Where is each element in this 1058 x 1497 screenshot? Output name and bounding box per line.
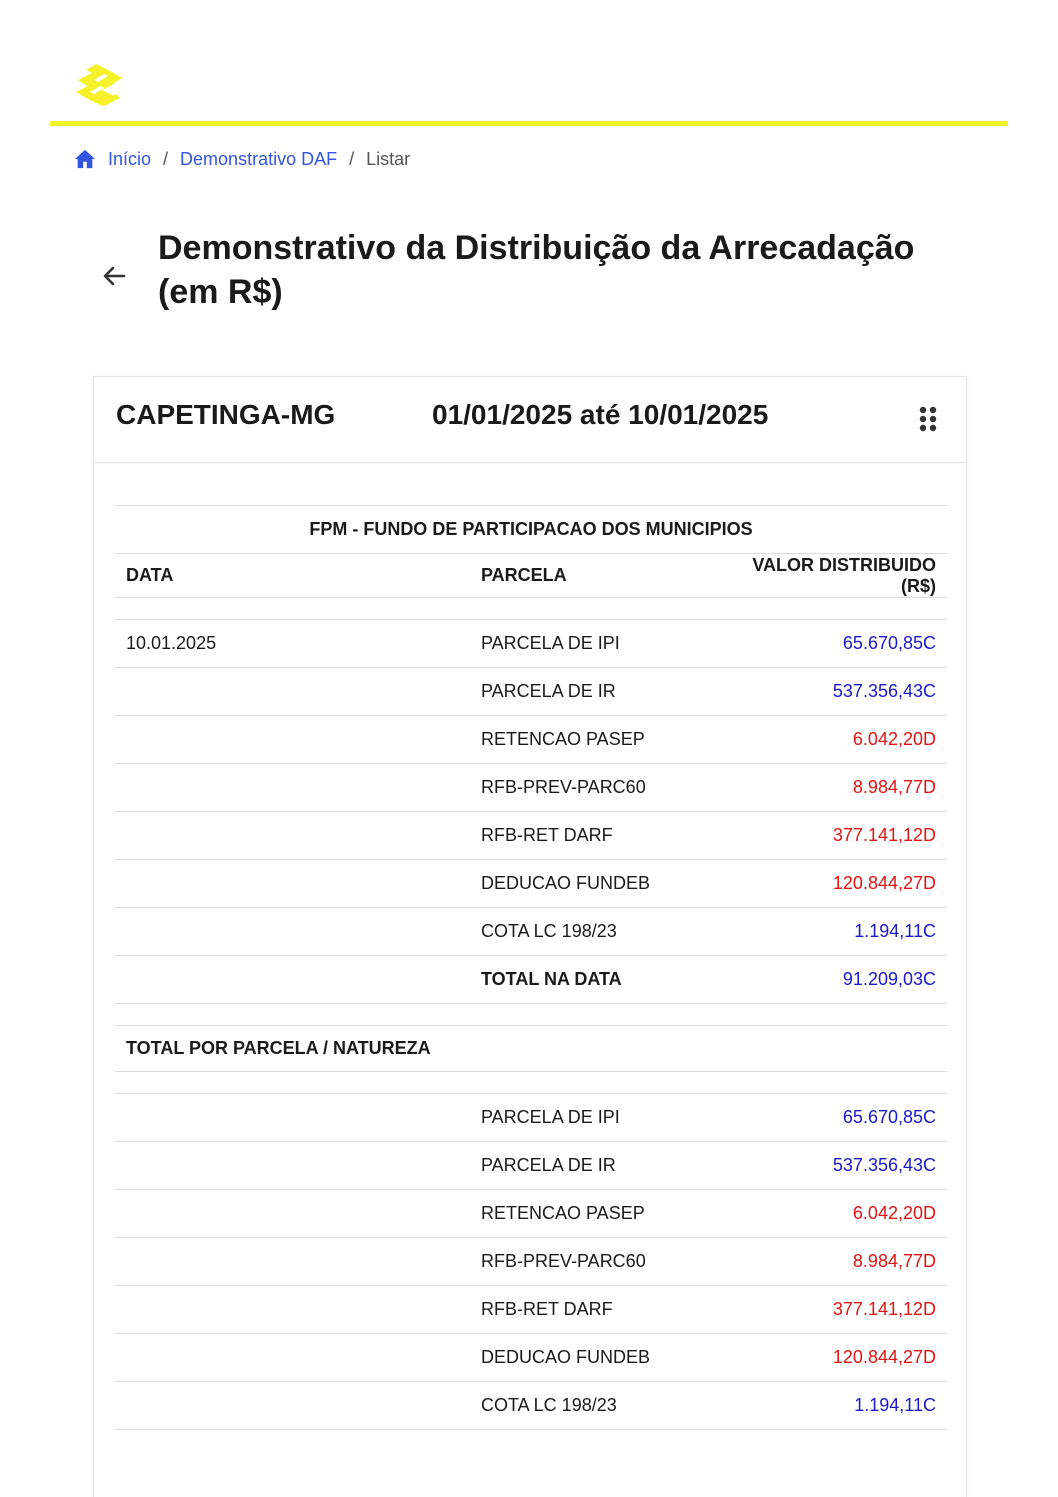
row-valor: 377.141,12D — [712, 1286, 947, 1334]
row-data — [115, 1286, 470, 1334]
card-city: CAPETINGA-MG — [116, 399, 336, 430]
row-valor: 8.984,77D — [712, 764, 947, 812]
table-spacer — [115, 1004, 947, 1026]
row-data — [115, 716, 470, 764]
table-row — [115, 716, 947, 764]
row-data — [115, 668, 470, 716]
breadcrumb-section-link[interactable]: Demonstrativo DAF — [180, 148, 338, 169]
page-title-line1: Demonstrativo da Distribuição da Arrecadação — [158, 229, 915, 267]
column-header-data: DATA — [115, 554, 470, 598]
row-parcela: DEDUCAO FUNDEB — [470, 860, 712, 908]
row-valor: 6.042,20D — [712, 1190, 947, 1238]
row-valor: 377.141,12D — [712, 812, 947, 860]
card-header — [94, 377, 966, 463]
row-data — [115, 1190, 470, 1238]
row-parcela: RFB-PREV-PARC60 — [470, 1238, 712, 1286]
row-data — [115, 908, 470, 956]
row-data — [115, 1094, 470, 1142]
row-valor: 1.194,11C — [712, 908, 947, 956]
row-valor: 537.356,43C — [712, 1142, 947, 1190]
column-header-valor: VALOR DISTRIBUIDO (R$) — [712, 554, 947, 598]
row-valor: 120.844,27D — [712, 860, 947, 908]
page-title — [158, 226, 978, 314]
table-spacer — [115, 1072, 947, 1094]
row-parcela: DEDUCAO FUNDEB — [470, 1334, 712, 1382]
row-data — [115, 1334, 470, 1382]
totals-header — [115, 1026, 947, 1072]
row-parcela: PARCELA DE IPI — [470, 1094, 712, 1142]
row-parcela: RETENCAO PASEP — [470, 1190, 712, 1238]
table-row — [115, 668, 947, 716]
totals-row — [115, 1238, 947, 1286]
row-parcela: COTA LC 198/23 — [470, 908, 712, 956]
table-spacer — [115, 598, 947, 620]
page-title-line2: (em R$) — [158, 273, 283, 311]
breadcrumb — [74, 146, 410, 172]
totals-row — [115, 1382, 947, 1430]
row-data: 10.01.2025 — [115, 620, 470, 668]
row-data — [115, 764, 470, 812]
row-parcela: RFB-RET DARF — [470, 1286, 712, 1334]
row-valor: 6.042,20D — [712, 716, 947, 764]
table-row — [115, 620, 947, 668]
table-row — [115, 860, 947, 908]
breadcrumb-home-link[interactable]: Início — [108, 148, 152, 169]
breadcrumb-separator: / — [163, 148, 169, 169]
row-data — [115, 1238, 470, 1286]
row-parcela: PARCELA DE IR — [470, 1142, 712, 1190]
top-header — [50, 50, 1008, 126]
totals-row — [115, 1094, 947, 1142]
totals-row — [115, 1190, 947, 1238]
report-card — [93, 376, 967, 1497]
distribution-table — [115, 505, 947, 1430]
row-parcela: PARCELA DE IPI — [470, 620, 712, 668]
bb-logo-icon[interactable] — [74, 62, 124, 112]
row-valor: 65.670,85C — [712, 1094, 947, 1142]
row-parcela: RFB-PREV-PARC60 — [470, 764, 712, 812]
section-title: FPM - FUNDO DE PARTICIPACAO DOS MUNICIPIOS — [115, 506, 947, 554]
home-icon[interactable] — [74, 148, 96, 170]
table-row — [115, 908, 947, 956]
totals-title: TOTAL POR PARCELA / NATUREZA — [115, 1026, 947, 1072]
table-section-header — [115, 506, 947, 554]
table-row — [115, 764, 947, 812]
row-valor: 91.209,03C — [712, 956, 947, 1004]
back-arrow-icon[interactable] — [100, 262, 128, 290]
row-data — [115, 1382, 470, 1430]
row-parcela: COTA LC 198/23 — [470, 1382, 712, 1430]
row-valor: 537.356,43C — [712, 668, 947, 716]
breadcrumb-separator: / — [349, 148, 355, 169]
totals-row — [115, 1286, 947, 1334]
row-parcela: PARCELA DE IR — [470, 668, 712, 716]
row-valor: 8.984,77D — [712, 1238, 947, 1286]
row-valor: 120.844,27D — [712, 1334, 947, 1382]
drag-handle-icon[interactable] — [918, 405, 938, 433]
table-row-total — [115, 956, 947, 1004]
card-period: 01/01/2025 até 10/01/2025 — [432, 399, 769, 430]
row-parcela: RETENCAO PASEP — [470, 716, 712, 764]
table-row — [115, 812, 947, 860]
column-header-parcela: PARCELA — [470, 554, 712, 598]
breadcrumb-current: Listar — [366, 148, 411, 169]
totals-row — [115, 1334, 947, 1382]
row-data — [115, 812, 470, 860]
row-parcela: RFB-RET DARF — [470, 812, 712, 860]
row-data — [115, 1142, 470, 1190]
totals-row — [115, 1142, 947, 1190]
table-column-header — [115, 554, 947, 598]
row-valor: 1.194,11C — [712, 1382, 947, 1430]
row-valor: 65.670,85C — [712, 620, 947, 668]
row-parcela: TOTAL NA DATA — [470, 956, 712, 1004]
row-data — [115, 956, 470, 1004]
row-data — [115, 860, 470, 908]
